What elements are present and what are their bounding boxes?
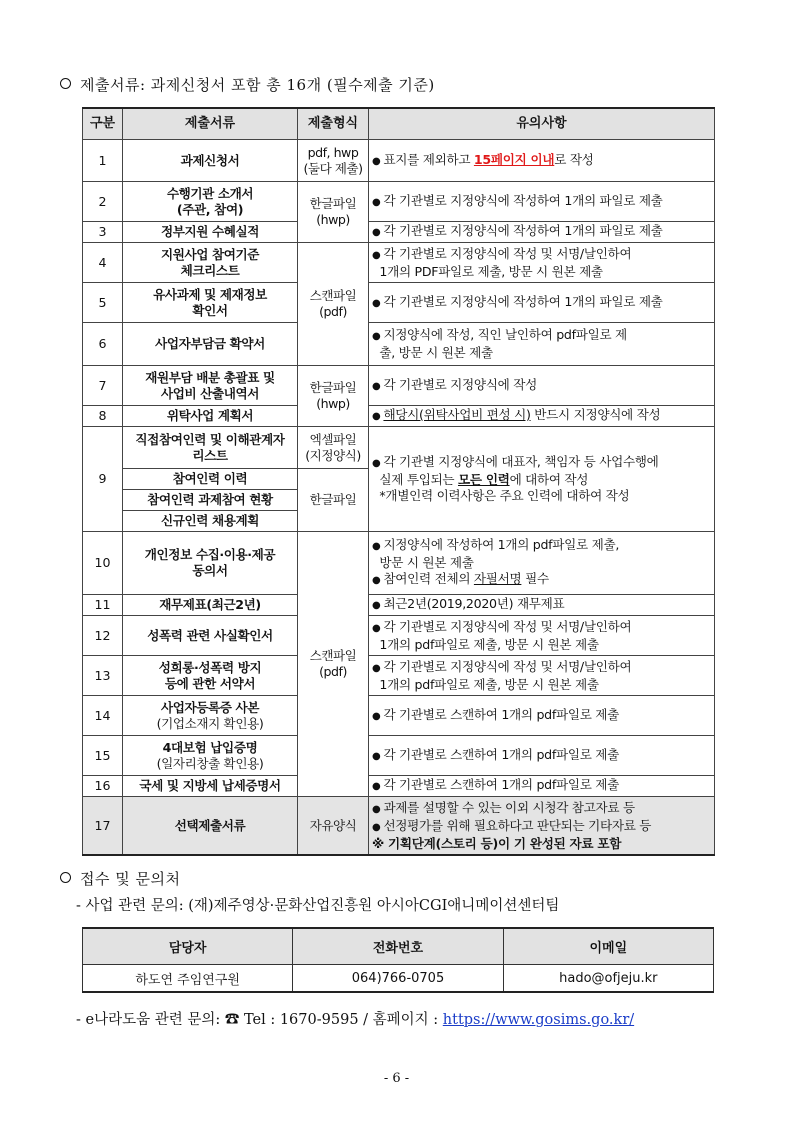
note-text: 각 기관별로 스캔하여 1개의 pdf파일로 제출 <box>383 746 620 762</box>
note-line <box>372 637 711 653</box>
notes-cell <box>369 366 715 406</box>
document-name <box>123 323 298 366</box>
note-text: 각 기관별로 지정양식에 작성 <box>383 376 537 392</box>
text-line: 신규인력 채용계획 <box>160 513 260 529</box>
document-name <box>123 511 298 532</box>
note-text: 각 기관별로 스캔하여 1개의 pdf파일로 제출 <box>383 777 620 793</box>
row-number: 7 <box>83 366 123 406</box>
documents-table-container <box>82 107 714 856</box>
text-line: 참여인력 과제참여 현황 <box>147 492 273 508</box>
text-line: 엑셀파일 <box>309 431 357 447</box>
text-line: 스캔파일 <box>309 288 357 304</box>
enara-tel-text: Tel : 1670-9595 / 홈페이지 : <box>239 1012 443 1028</box>
text-line: 지원사업 참여기준 <box>160 246 260 262</box>
row-number: 12 <box>83 616 123 656</box>
document-name <box>123 776 298 797</box>
note-text: 1개의 PDF파일로 제출, 방문 시 원본 제출 <box>372 263 603 279</box>
header-cell: 유의사항 <box>369 108 715 140</box>
document-name <box>123 222 298 243</box>
notes-cell <box>369 696 715 736</box>
notes-cell <box>369 243 715 283</box>
text-line: (둘다 제출) <box>303 160 363 176</box>
document-name <box>123 406 298 427</box>
bullet-icon: ● <box>372 781 381 793</box>
header-cell: 이메일 <box>503 928 713 965</box>
document-name <box>123 696 298 736</box>
note-text: 각 기관별로 지정양식에 작성 및 서명/날인하여 <box>383 658 632 674</box>
note-text: 모든 인력 <box>458 472 510 488</box>
note-text: 실제 투입되는 <box>372 472 459 488</box>
table-row <box>83 965 714 993</box>
table-row <box>83 243 715 283</box>
notes-cell <box>369 797 715 855</box>
document-name <box>123 797 298 855</box>
text-line: 수행기관 소개서 <box>166 185 254 201</box>
note-line <box>372 488 711 504</box>
notes-cell <box>369 595 715 616</box>
header-cell: 제출서류 <box>123 108 298 140</box>
notes-cell <box>369 323 715 366</box>
table-row <box>83 736 715 776</box>
page-number: - 6 - <box>383 1071 410 1086</box>
text-line: (pdf) <box>319 664 347 680</box>
note-line <box>372 619 711 637</box>
header-cell: 담당자 <box>83 928 293 965</box>
row-number: 9 <box>83 427 123 532</box>
note-text: 표지를 제외하고 <box>383 151 474 167</box>
document-name-note: (일자리창출 확인용) <box>156 755 264 771</box>
text-line: 직접참여인력 및 이해관계자 <box>135 431 285 447</box>
note-text: 필수 <box>521 571 549 587</box>
document-name <box>123 140 298 182</box>
note-text: 지정양식에 작성, 직인 날인하여 pdf파일로 제 <box>383 327 627 343</box>
circle-bullet-icon <box>60 78 71 89</box>
notes-cell <box>369 656 715 696</box>
bullet-icon: ● <box>372 710 381 722</box>
submission-format <box>298 469 369 532</box>
submission-format <box>298 182 369 243</box>
note-text: 방문 시 원본 제출 <box>372 555 474 571</box>
table-row <box>83 532 715 595</box>
document-name <box>123 366 298 406</box>
note-line <box>372 677 711 693</box>
bullet-icon: ● <box>372 297 381 309</box>
table-row <box>83 696 715 736</box>
note-line <box>372 818 711 836</box>
text-line: 개인정보 수집·이용·제공 <box>144 547 276 563</box>
row-number: 5 <box>83 283 123 323</box>
text-line: (pdf) <box>319 304 347 320</box>
note-line <box>372 327 711 345</box>
table-row <box>83 182 715 222</box>
note-text: 출, 방문 시 원본 제출 <box>372 345 493 361</box>
document-name <box>123 595 298 616</box>
table-header-row <box>83 928 714 965</box>
section-title: 제출서류: 과제신청서 포함 총 16개 (필수제출 기준) <box>80 76 435 94</box>
note-line <box>372 800 711 818</box>
bullet-icon: ● <box>372 600 381 612</box>
note-text: 선정평가를 위해 필요하다고 판단되는 기타자료 등 <box>383 817 652 833</box>
note-line <box>372 537 711 555</box>
text-line: 자유양식 <box>309 817 357 833</box>
document-name <box>123 656 298 696</box>
note-text: 각 기관별로 지정양식에 작성하여 1개의 파일로 제출 <box>383 293 663 309</box>
notes-cell <box>369 532 715 595</box>
note-line <box>372 294 711 312</box>
text-line: 확인서 <box>192 302 228 318</box>
note-line <box>372 152 711 170</box>
submission-format <box>298 797 369 855</box>
table-row <box>83 140 715 182</box>
note-text: 1개의 pdf파일로 제출, 방문 시 원본 제출 <box>372 636 599 652</box>
text-line: 동의서 <box>192 563 228 579</box>
notes-cell <box>369 283 715 323</box>
contact-email[interactable]: hado@ofjeju.kr <box>503 965 713 993</box>
table-row <box>83 406 715 427</box>
document-name-note: (기업소재지 확인용) <box>156 715 264 731</box>
text-line: 재무제표(최근2년) <box>159 597 261 613</box>
table-row <box>83 595 715 616</box>
bullet-icon: ● <box>372 750 381 762</box>
text-line: 성폭력 관련 사실확인서 <box>147 627 273 643</box>
text-line: 스캔파일 <box>309 648 357 664</box>
notes-cell <box>369 222 715 243</box>
text-line: 사업자등록증 사본 <box>160 699 260 715</box>
document-name <box>123 469 298 490</box>
note-line <box>372 377 711 395</box>
note-line <box>372 596 711 614</box>
text-line: 정부지원 수혜실적 <box>160 224 260 240</box>
text-line: (hwp) <box>316 396 350 412</box>
text-line: 사업자부담금 확약서 <box>155 336 265 352</box>
bullet-icon: ● <box>372 411 381 423</box>
bullet-icon: ● <box>372 196 381 208</box>
note-text: 1개의 pdf파일로 제출, 방문 시 원본 제출 <box>372 676 599 692</box>
contact-person: 하도연 주임연구원 <box>83 965 293 993</box>
notes-cell <box>369 427 715 532</box>
row-number: 3 <box>83 222 123 243</box>
enara-inquiry-line <box>76 1008 634 1029</box>
note-line <box>372 659 711 677</box>
bullet-icon: ● <box>372 821 381 833</box>
text-line: 등에 관한 서약서 <box>164 675 256 691</box>
document-name <box>123 283 298 323</box>
bullet-icon: ● <box>372 622 381 634</box>
note-line <box>372 264 711 280</box>
note-line <box>372 747 711 765</box>
table-row <box>83 616 715 656</box>
note-text: 각 기관별로 지정양식에 작성 및 서명/날인하여 <box>383 245 632 261</box>
row-number: 16 <box>83 776 123 797</box>
enara-inquiry-prefix: - e나라도움 관련 문의: <box>76 1012 225 1028</box>
text-line: 체크리스트 <box>180 262 240 278</box>
document-name <box>123 490 298 511</box>
note-line <box>372 472 711 488</box>
circle-bullet-icon <box>60 872 71 883</box>
document-name <box>123 532 298 595</box>
text-line: 성희롱·성폭력 방지 <box>158 659 262 675</box>
submission-format <box>298 427 369 469</box>
text-line: 사업비 산출내역서 <box>160 385 260 401</box>
table-row <box>83 366 715 406</box>
notes-cell <box>369 140 715 182</box>
row-number: 11 <box>83 595 123 616</box>
note-line <box>372 246 711 264</box>
submission-format <box>298 243 369 366</box>
note-text: *개별인력 이력사항은 주요 인력에 대하여 작성 <box>372 488 630 504</box>
documents-table <box>82 107 715 856</box>
note-text: 각 기관별로 지정양식에 작성하여 1개의 파일로 제출 <box>383 223 663 239</box>
table-row <box>83 283 715 323</box>
text-line: 선택제출서류 <box>174 817 246 833</box>
note-text: 로 작성 <box>554 151 594 167</box>
document-name <box>123 243 298 283</box>
bullet-icon: ● <box>372 575 381 587</box>
row-number: 17 <box>83 797 123 855</box>
business-inquiry-line: - 사업 관련 문의: (재)제주영상·문화산업진흥원 아시아CGI애니메이션센터팀 <box>76 898 560 914</box>
phone-icon: ☎ <box>224 1012 240 1028</box>
section-heading-documents <box>60 74 435 95</box>
note-line <box>372 454 711 472</box>
text-line: 재원부담 배분 총괄표 및 <box>145 369 275 385</box>
row-number: 8 <box>83 406 123 427</box>
document-name <box>123 182 298 222</box>
note-text: 반드시 지정양식에 작성 <box>530 407 661 423</box>
text-line: 위탁사업 계획서 <box>166 408 254 424</box>
note-line <box>372 345 711 361</box>
bullet-icon: ● <box>372 803 381 815</box>
row-number: 4 <box>83 243 123 283</box>
note-text: 각 기관별 지정양식에 대표자, 책임자 등 사업수행에 <box>383 454 659 470</box>
row-number: 14 <box>83 696 123 736</box>
text-line: 참여인력 이력 <box>172 471 248 487</box>
note-text: 각 기관별로 스캔하여 1개의 pdf파일로 제출 <box>383 706 620 722</box>
note-line <box>372 571 711 589</box>
note-text: 최근2년(2019,2020년) 재무제표 <box>383 596 565 612</box>
note-text: 각 기관별로 지정양식에 작성 및 서명/날인하여 <box>383 618 632 634</box>
text-line: (지정양식) <box>305 447 361 463</box>
table-row <box>83 797 715 855</box>
contact-phone: 064)766-0705 <box>293 965 503 993</box>
bullet-icon: ● <box>372 458 381 470</box>
bullet-icon: ● <box>372 380 381 392</box>
text-line: 한글파일 <box>309 196 357 212</box>
table-row <box>83 222 715 243</box>
notes-cell <box>369 736 715 776</box>
row-number: 1 <box>83 140 123 182</box>
note-text: 지정양식에 작성하여 1개의 pdf파일로 제출, <box>383 537 620 553</box>
bullet-icon: ● <box>372 662 381 674</box>
table-row <box>83 776 715 797</box>
note-text: 에 대하여 작성 <box>509 472 589 488</box>
document-name <box>123 736 298 776</box>
row-number: 10 <box>83 532 123 595</box>
note-line <box>372 777 711 795</box>
note-line <box>372 555 711 571</box>
header-cell: 전화번호 <box>293 928 503 965</box>
row-number: 13 <box>83 656 123 696</box>
row-number: 6 <box>83 323 123 366</box>
table-row <box>83 427 715 469</box>
homepage-link[interactable]: https://www.gosims.go.kr/ <box>442 1012 635 1028</box>
contact-table <box>82 927 714 993</box>
note-line <box>372 407 711 425</box>
note-text: 각 기관별로 지정양식에 작성하여 1개의 파일로 제출 <box>383 192 663 208</box>
table-row <box>83 656 715 696</box>
bullet-icon: ● <box>372 155 381 167</box>
note-line <box>372 836 711 852</box>
bullet-icon: ● <box>372 541 381 553</box>
note-text: ※ 기획단계(스토리 등)이 기 완성된 자료 포함 <box>372 835 622 851</box>
text-line: 국세 및 지방세 납세증명서 <box>139 778 281 794</box>
document-name <box>123 616 298 656</box>
header-cell: 구분 <box>83 108 123 140</box>
note-text: 과제를 설명할 수 있는 이외 시청각 참고자료 등 <box>383 799 635 815</box>
note-text: 자필서명 <box>473 571 522 587</box>
text-line: 한글파일 <box>309 492 357 508</box>
note-line <box>372 193 711 211</box>
notes-cell <box>369 182 715 222</box>
table-header-row <box>83 108 715 140</box>
section-heading-contact <box>60 868 180 889</box>
submission-format <box>298 366 369 427</box>
header-cell: 제출형식 <box>298 108 369 140</box>
document-name <box>123 427 298 469</box>
text-line: 과제신청서 <box>180 152 240 168</box>
notes-cell <box>369 616 715 656</box>
row-number: 2 <box>83 182 123 222</box>
note-text: 해당시(위탁사업비 편성 시) <box>383 407 531 423</box>
table-row <box>83 323 715 366</box>
text-line: 유사과제 및 제재정보 <box>153 286 267 302</box>
text-line: 4대보험 납입증명 <box>162 739 258 755</box>
bullet-icon: ● <box>372 249 381 261</box>
note-line <box>372 707 711 725</box>
note-line <box>372 223 711 241</box>
text-line: 한글파일 <box>309 380 357 396</box>
text-line: (주관, 참여) <box>176 201 244 217</box>
note-text: 15페이지 이내 <box>473 151 555 167</box>
row-number: 15 <box>83 736 123 776</box>
note-text: 참여인력 전체의 <box>383 571 474 587</box>
notes-cell <box>369 776 715 797</box>
section-title: 접수 및 문의처 <box>80 870 181 888</box>
bullet-icon: ● <box>372 331 381 343</box>
notes-cell <box>369 406 715 427</box>
submission-format <box>298 532 369 797</box>
bullet-icon: ● <box>372 227 381 239</box>
submission-format <box>298 140 369 182</box>
text-line: (hwp) <box>316 212 350 228</box>
text-line: pdf, hwp <box>307 144 359 160</box>
text-line: 리스트 <box>192 447 228 463</box>
